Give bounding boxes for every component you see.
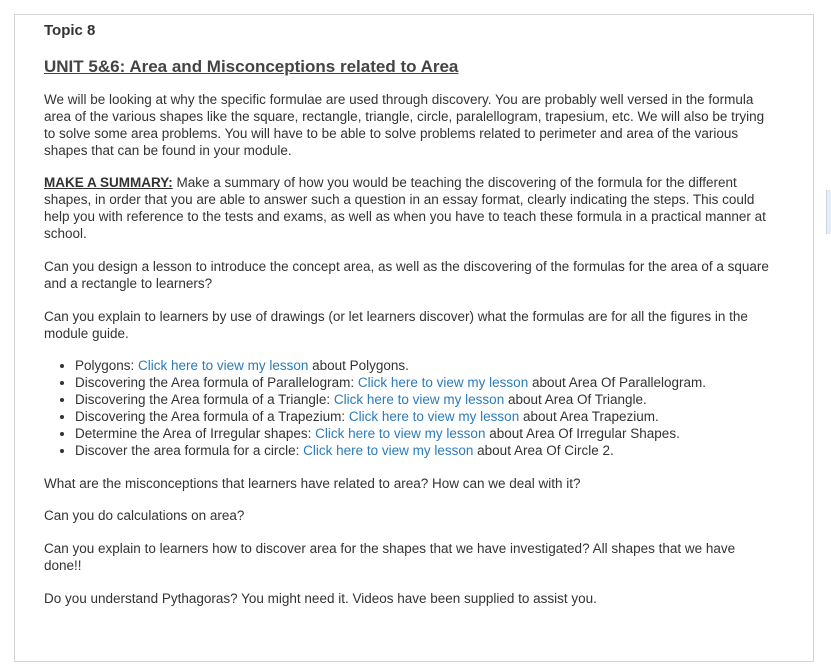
list-item-prefix: Determine the Area of Irregular shapes: — [75, 426, 316, 441]
lesson-link-triangle[interactable]: Click here to view my lesson — [333, 392, 505, 407]
list-item-suffix: about Polygons. — [308, 358, 409, 373]
misconceptions-question: What are the misconceptions that learners have related to area? How can we deal with it? — [44, 476, 581, 491]
summary-paragraph — [44, 174, 772, 242]
list-item-suffix: about Area Of Circle 2. — [473, 443, 614, 458]
list-item-circle — [75, 442, 772, 459]
unit-title: UNIT 5&6: Area and Misconceptions related to Area — [44, 57, 459, 76]
lesson-link-trapezium[interactable]: Click here to view my lesson — [348, 409, 520, 424]
list-item-suffix: about Area Of Triangle. — [504, 392, 647, 407]
list-item-trapezium — [75, 408, 772, 425]
intro-paragraph: We will be looking at why the specific formulae are used through discovery. You are probably well versed in the formula area of the various shapes like the square, rectangle, triangle, circle, paralellogram, trapesium, etc. We will also be trying to solve some area problems. You will have to be able to solve problems related to perimeter and area of the various shapes that can be found in your module. — [44, 92, 765, 158]
list-item-parallelogram — [75, 374, 772, 391]
list-item-polygons — [75, 357, 772, 374]
list-item-prefix: Discovering the Area formula of a Trapezium: — [75, 409, 349, 424]
list-item-suffix: about Area Of Parallelogram. — [528, 375, 707, 390]
lesson-link-irregular-shapes[interactable]: Click here to view my lesson — [315, 426, 486, 441]
lesson-link-polygons[interactable]: Click here to view my lesson — [138, 358, 309, 373]
list-item-prefix: Polygons: — [75, 358, 139, 373]
summary-text: Make a summary of how you would be teaching the discovering of the formula for the different shapes, in order that you are able to answer such a question in an essay format, clearly indicating the steps. This could help you with reference to the tests and exams, as well as when you have to teach these formula in a practical manner at school. — [44, 175, 766, 241]
list-item-prefix: Discovering the Area formula of Parallelogram: — [75, 375, 358, 390]
list-item-irregular-shapes — [75, 425, 772, 442]
summary-label: MAKE A SUMMARY: — [44, 175, 173, 190]
list-item-prefix: Discover the area formula for a circle: — [75, 443, 304, 458]
topic-heading: Topic 8 — [44, 22, 96, 39]
lesson-link-circle[interactable]: Click here to view my lesson — [303, 443, 474, 458]
design-question: Can you design a lesson to introduce the concept area, as well as the discovering of the formulas for the area of a square and a rectangle to learners? — [44, 259, 769, 291]
lesson-content — [44, 22, 772, 607]
lesson-list — [44, 357, 772, 459]
explain-question: Can you explain to learners by use of drawings (or let learners discover) what the formulas are for all the figures in the module guide. — [44, 309, 748, 341]
calculations-question: Can you do calculations on area? — [44, 508, 245, 523]
discover-question: Can you explain to learners how to discover area for the shapes that we have investigated? All shapes that we have done!! — [44, 541, 736, 573]
list-item-prefix: Discovering the Area formula of a Triangle: — [75, 392, 334, 407]
lesson-link-parallelogram[interactable]: Click here to view my lesson — [357, 375, 529, 390]
list-item-suffix: about Area Trapezium. — [519, 409, 659, 424]
pythagoras-question: Do you understand Pythagoras? You might need it. Videos have been supplied to assist you. — [44, 591, 597, 606]
list-item-triangle — [75, 391, 772, 408]
list-item-suffix: about Area Of Irregular Shapes. — [485, 426, 680, 441]
page-edge-scroll-indicator — [826, 190, 831, 234]
